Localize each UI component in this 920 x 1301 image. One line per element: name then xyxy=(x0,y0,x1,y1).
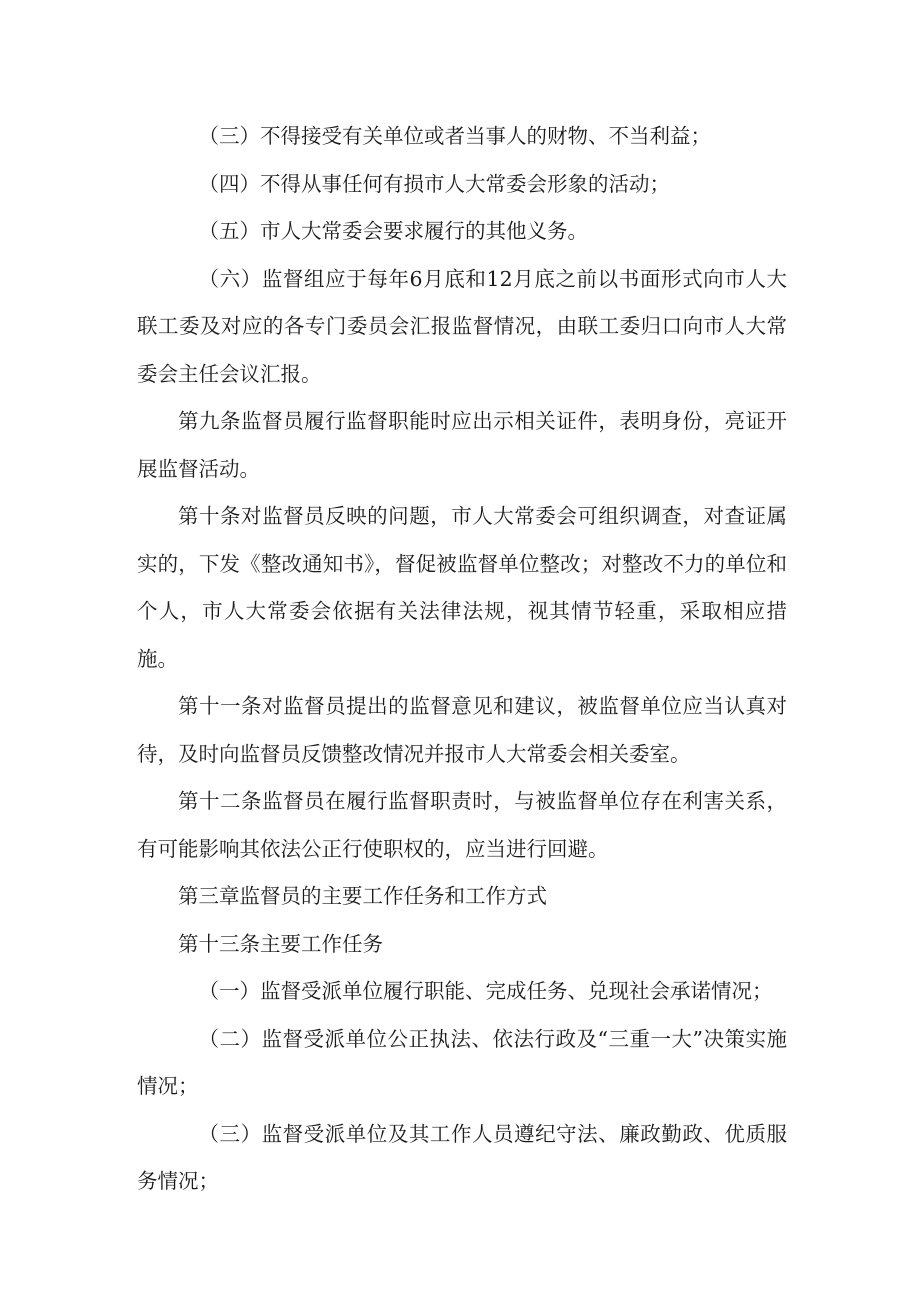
chapter-3-heading: 第三章监督员的主要工作任务和工作方式 xyxy=(178,884,547,908)
paragraph-task-2: （二）监督受派单位公正执法、依法行政及“三重一大”决策实施情况； xyxy=(137,1026,787,1098)
paragraph-task-1: （一）监督受派单位履行职能、完成任务、兑现社会承诺情况； xyxy=(198,979,773,1003)
paragraph-obligation-5: （五）市人大常委会要求履行的其他义务。 xyxy=(198,219,588,243)
paragraph-task-3: （三）监督受派单位及其工作人员遵纪守法、廉政勤政、优质服务情况； xyxy=(137,1121,787,1193)
paragraph-obligation-4: （四）不得从事任何有损市人大常委会形象的活动； xyxy=(198,171,670,196)
paragraph-article-13: 第十三条主要工作任务 xyxy=(178,931,383,956)
paragraph-article-10: 第十条对监督员反映的问题，市人大常委会可组织调查，对查证属实的，下发《整改通知书》，督促被监督单位整改；对整改不力的单位和个人，市人大常委会依据有关法律法规，视其情节轻重，采取相应措施。 xyxy=(137,504,787,671)
paragraph-article-9: 第九条监督员履行监督职能时应出示相关证件，表明身份，亮证开展监督活动。 xyxy=(137,409,787,481)
paragraph-article-11: 第十一条对监督员提出的监督意见和建议，被监督单位应当认真对待，及时向监督员反馈整改情况并报市人大常委会相关委室。 xyxy=(137,694,787,766)
document-body xyxy=(137,113,787,1206)
paragraph-obligation-3: （三）不得接受有关单位或者当事人的财物、不当利益； xyxy=(198,124,711,148)
paragraph-article-12: 第十二条监督员在履行监督职责时，与被监督单位存在利害关系，有可能影响其依法公正行使职权的，应当进行回避。 xyxy=(137,789,787,861)
paragraph-obligation-6: （六）监督组应于每年6月底和12月底之前以书面形式向市人大联工委及对应的各专门委员会汇报监督情况，由联工委归口向市人大常委会主任会议汇报。 xyxy=(137,266,787,386)
